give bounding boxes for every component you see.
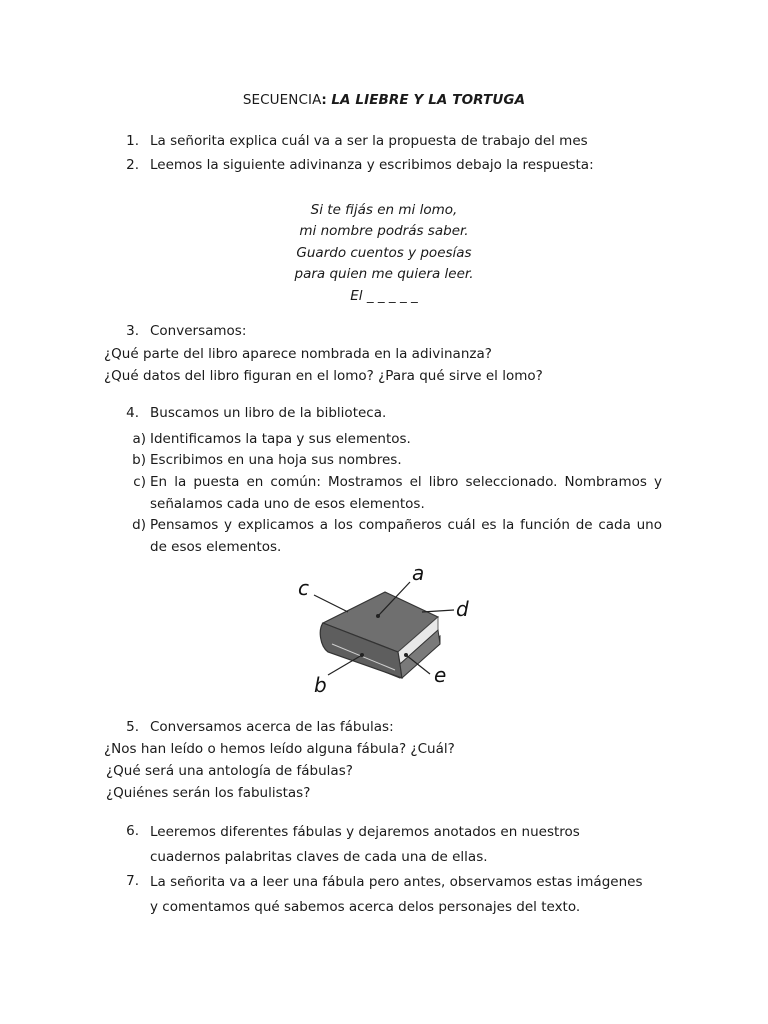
sub-letter: b)	[132, 452, 146, 468]
title-prefix: SECUENCIA	[242, 92, 322, 108]
sub-text-d: Pensamos y explicamos a los compañeros cuál es la función de cada uno de esos elementos.	[150, 517, 662, 555]
riddle-line-3: Guardo cuentos y poesías	[296, 245, 472, 261]
book-label-c: c	[298, 576, 309, 600]
riddle-line-2: mi nombre podrás saber.	[299, 223, 469, 239]
book-label-d: d	[456, 597, 469, 621]
list-number: 1.	[126, 133, 139, 149]
book-label-a: a	[412, 561, 425, 585]
sub-text: Escribimos en una hoja sus nombres.	[150, 452, 402, 468]
sub-text-c: En la puesta en común: Mostramos el libro seleccionado. Nombramos y señalamos cada uno de esos elementos.	[150, 474, 662, 512]
riddle-line-4: para quien me quiera leer.	[294, 266, 474, 282]
list-number: 7.	[126, 873, 139, 889]
sub-letter: c)	[133, 474, 146, 490]
question-line: ¿Qué parte del libro aparece nombrada en la adivinanza?	[104, 346, 492, 362]
question-line: ¿Qué datos del libro figuran en el lomo? ¿Para qué sirve el lomo?	[104, 368, 543, 384]
list-text: Conversamos:	[150, 323, 247, 339]
riddle-line-1: Si te fijás en mi lomo,	[310, 202, 458, 218]
list-number: 3.	[126, 323, 139, 339]
list-text: Buscamos un libro de la biblioteca.	[150, 405, 387, 421]
list-text-6: Leeremos diferentes fábulas y dejaremos anotados en nuestros cuadernos palabritas claves de cada una de ellas.	[150, 824, 580, 865]
list-text: Leemos la siguiente adivinanza y escribimos debajo la respuesta:	[150, 157, 594, 173]
question-line: ¿Quiénes serán los fabulistas?	[106, 785, 311, 801]
page-title	[0, 92, 768, 108]
book-label-b: b	[314, 673, 327, 697]
title-colon: :	[321, 92, 327, 108]
sub-letter: a)	[132, 431, 146, 447]
list-number: 2.	[126, 157, 139, 173]
sub-letter: d)	[132, 517, 146, 533]
sub-text: Identificamos la tapa y sus elementos.	[150, 431, 411, 447]
book-label-e: e	[434, 663, 447, 687]
question-line: ¿Qué será una antología de fábulas?	[106, 763, 353, 779]
list-text: La señorita explica cuál va a ser la propuesta de trabajo del mes	[150, 133, 588, 149]
list-number: 5.	[126, 719, 139, 735]
question-line: ¿Nos han leído o hemos leído alguna fábula? ¿Cuál?	[104, 741, 455, 757]
title-bold: LA LIEBRE Y LA TORTUGA	[331, 92, 526, 108]
book-illustration	[290, 560, 480, 700]
riddle-answer-line: El _ _ _ _ _	[350, 288, 418, 304]
list-number: 4.	[126, 405, 139, 421]
list-text: Conversamos acerca de las fábulas:	[150, 719, 394, 735]
list-text-7: La señorita va a leer una fábula pero antes, observamos estas imágenes y comentamos qué sabemos acerca delos personajes del texto.	[150, 874, 643, 915]
list-number: 6.	[126, 823, 139, 839]
